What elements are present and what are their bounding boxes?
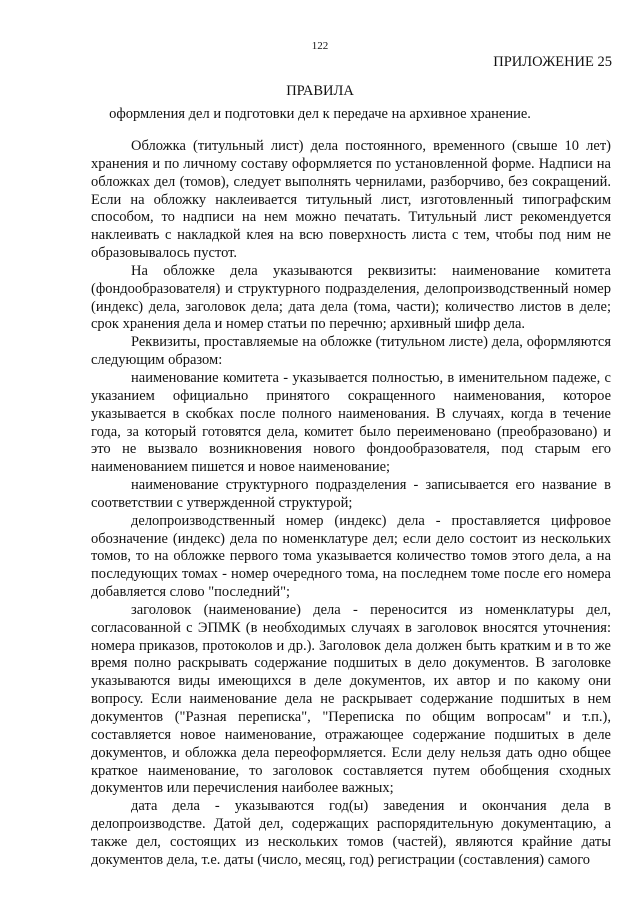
paragraph: На обложке дела указываются реквизиты: наименование комитета (фондообразователя) и структурного подразделения, делопроизводственный номер (индекс) дела, заголовок дела; дата дела (тома, части); количество листов в деле; срок хранения дела и номер статьи по перечню; архивный шифр дела. (91, 262, 611, 333)
paragraph: дата дела - указываются год(ы) заведения и окончания дела в делопроизводстве. Датой дел, содержащих распорядительную документацию, а также дел, состоящих из нескольких томов (частей), являются крайние даты документов дела, т.е. даты (число, месяц, год) регистрации (составления) самого (91, 798, 611, 868)
paragraph: Реквизиты, проставляемые на обложке (титульном листе) дела, оформляются следующим образом: (91, 334, 611, 369)
paragraph: заголовок (наименование) дела - переносится из номенклатуры дел, согласованной с ЭПМК (в необходимых случаях в заголовок вносятся уточнения: номера приказов, протоколов и др.). Заголовок дела должен быть кратким и в то же время полно раскрывать содержание подшитых в дело документов. В заголовке указываются виды имеющихся в деле документов, их автор и по какому они вопросу. Если наименование дела не раскрывает содержание подшитых в нем документов ("Разная переписка", "Переписка по общим вопросам" и т.п.), составляется новое наименование, отражающее содержание подшитых в деле документов, и обложка дела переоформляется. Если делу нельзя дать одно общее краткое наименование, то заголовок составляется путем обобщения сходных документов или перечисления наиболее важных; (91, 601, 611, 797)
document-body (91, 138, 611, 870)
page-number: 122 (311, 40, 329, 52)
appendix-label: ПРИЛОЖЕНИЕ 25 (493, 54, 612, 70)
paragraph: делопроизводственный номер (индекс) дела - проставляется цифровое обозначение (индекс) дела по номенклатуре дел; если дело состоит из нескольких томов, то на обложке первого тома указывается количество томов этого дела, а на последующих томах - номер очередного тома, на последнем томе после его номера добавляется слово "последний"; (91, 512, 611, 601)
paragraph: Обложка (титульный лист) дела постоянного, временного (свыше 10 лет) хранения и по личному составу оформляется по установленной форме. Надписи на обложках дел (томов), следует выполнять чернилами, разборчиво, без сокращений. Если на обложку наклеивается титульный лист, изготовленный типографским способом, то надписи на нем можно печатать. Титульный лист рекомендуется наклеивать с накладкой клея на всю поверхность листа с тем, чтобы под ним не образовывалось пустот. (91, 138, 611, 262)
paragraph: наименование структурного подразделения - записывается его название в соответствии с утвержденной структурой; (91, 477, 611, 511)
document-subtitle: оформления дел и подготовки дел к передаче на архивное хранение. (109, 106, 531, 122)
paragraph: наименование комитета - указывается полностью, в именительном падеже, с указанием официально принятого сокращенного наименования, которое указывается в скобках после полного наименования. В случаях, когда в течение года, за который готовятся дела, комитет было переименовано (преобразовано) и это не вызвало возникновения нового фондообразователя, под старым его наименованием пишется и новое наименование; (91, 369, 611, 476)
document-title: ПРАВИЛА (286, 83, 354, 99)
